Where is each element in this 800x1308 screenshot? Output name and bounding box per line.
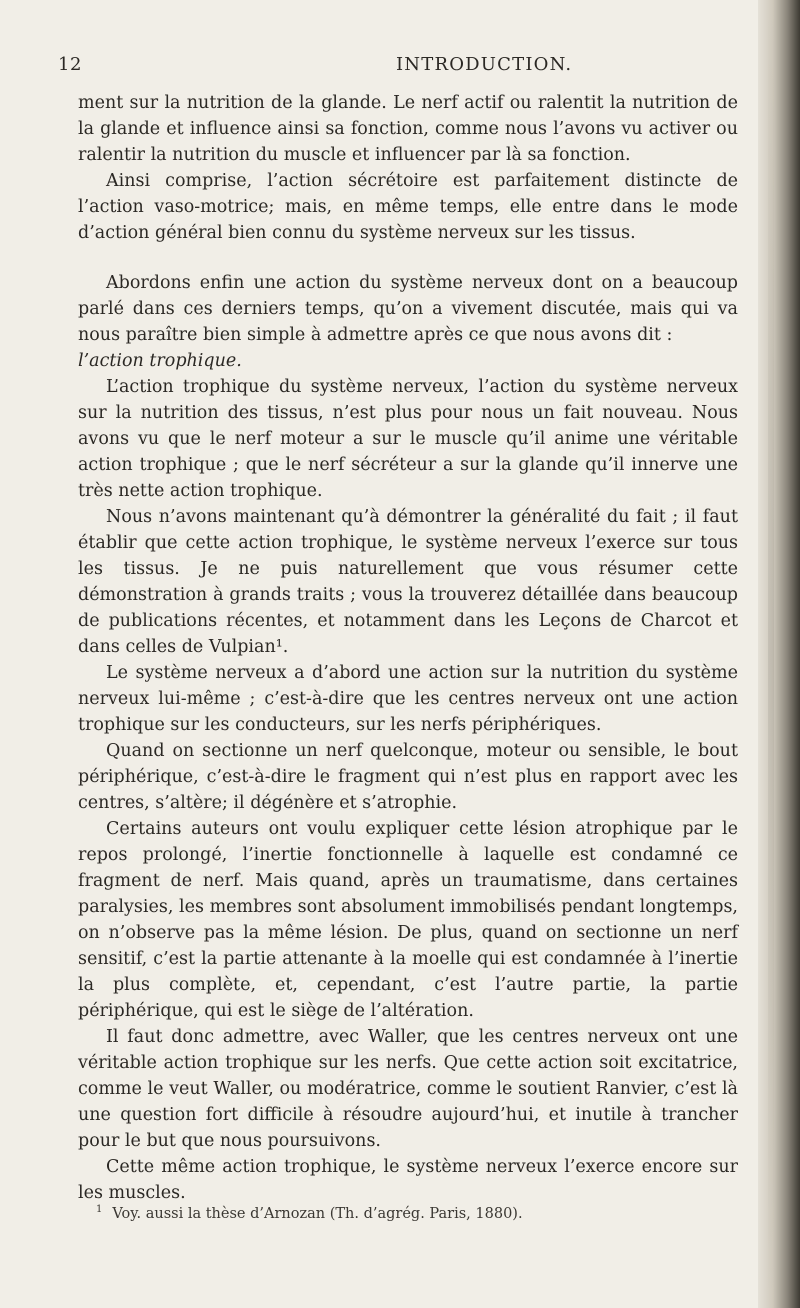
footnote-text: Voy. aussi la thèse d’Arnozan (Th. d’agrég. Paris, 1880). [112, 1205, 523, 1222]
footnote [96, 1200, 736, 1224]
italic-subject: l’action trophique. [78, 351, 242, 371]
footnote-marker: 1 [96, 1204, 103, 1215]
running-title: INTRODUCTION. [396, 54, 573, 75]
paragraph-continuation: ment sur la nutrition de la glande. Le nerf actif ou ralentit la nutrition de la glande et influence ainsi sa fonction, comme nous l’avons vu activer ou ralentir la nutrition du muscle et influencer par là sa fonction. [78, 93, 738, 165]
paragraph-auteurs: Certains auteurs ont voulu expliquer cette lésion atrophique par le repos prolongé, l’inertie fonctionnelle à laquelle est condamné ce fragment de nerf. Mais quand, après un traumatisme, dans certaines paralysies, les membres sont absolument immobilisés pendant longtemps, on n’observe pas la même lésion. De plus, quand on sectionne un nerf sensitif, c’est la partie attenante à la moelle qui est condamnée à l’inertie la plus complète, et, cependant, c’est l’autre partie, la partie périphérique, qui est le siège de l’altération. [78, 819, 738, 1021]
page-edge-shadow [758, 0, 800, 1308]
paragraph-sécrétoire: Ainsi comprise, l’action sécrétoire est parfaitement distincte de l’action vaso-motrice; mais, en même temps, elle entre dans le mode d’action général bien connu du système nerveux sur les tissus. [78, 171, 738, 243]
paragraph-muscles: Cette même action trophique, le système nerveux l’exerce encore sur les muscles. [78, 1157, 738, 1203]
paragraph-systeme: Le système nerveux a d’abord une action sur la nutrition du système nerveux lui-même ; c’est-à-dire que les centres nerveux ont une action trophique sur les conducteurs, sur les nerfs périphériques. [78, 663, 738, 735]
main-text [78, 90, 738, 1206]
paragraph-trophique: L’action trophique du système nerveux, l’action du système nerveux sur la nutrition des tissus, n’est plus pour nous un fait nouveau. Nous avons vu que le nerf moteur a sur le muscle qu’il anime une véritable action trophique ; que le nerf sécréteur a sur la glande qu’il innerve une très nette action trophique. [78, 377, 738, 501]
paragraph-generalite: Nous n’avons maintenant qu’à démontrer la généralité du fait ; il faut établir que cette action trophique, le système nerveux l’exerce sur tous les tissus. Je ne puis naturellement que vous résumer cette démonstration à grands traits ; vous la trouverez détaillée dans beaucoup de publications récentes, et notamment dans les Leçons de Charcot et dans celles de Vulpian¹. [78, 507, 738, 657]
page-header [58, 54, 738, 78]
paragraph-section: Quand on sectionne un nerf quelconque, moteur ou sensible, le bout périphérique, c’est-à-dire le fragment qui n’est plus en rapport avec les centres, s’altère; il dégénère et s’atrophie. [78, 741, 738, 813]
paragraph-abordons: Abordons enfin une action du système nerveux dont on a beaucoup parlé dans ces derniers temps, qu’on a vivement discutée, mais qui va nous paraître bien simple à admettre après ce que nous avons dit : [78, 273, 738, 345]
paragraph-waller: Il faut donc admettre, avec Waller, que les centres nerveux ont une véritable action trophique sur les nerfs. Que cette action soit excitatrice, comme le veut Waller, ou modératrice, comme le soutient Ranvier, c’est là une question fort difficile à résoudre aujourd’hui, et inutile à trancher pour le but que nous poursuivons. [78, 1027, 738, 1151]
page-number: 12 [58, 54, 82, 75]
